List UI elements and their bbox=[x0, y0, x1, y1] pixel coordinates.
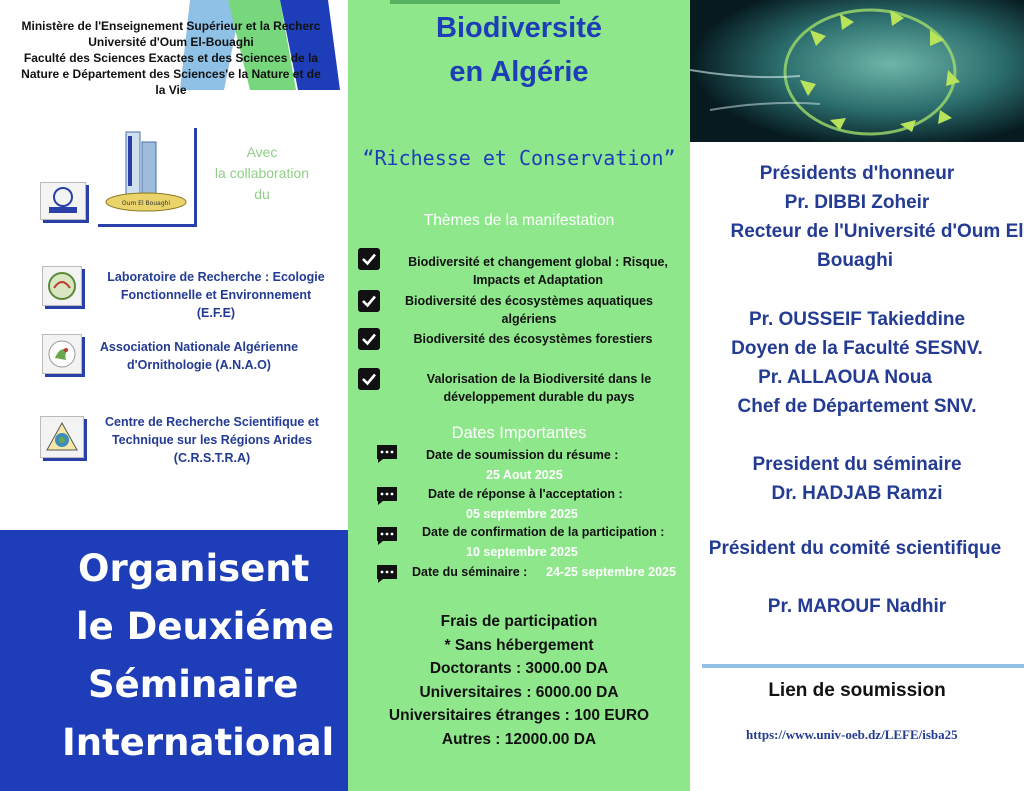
checkbox-icon bbox=[358, 328, 380, 350]
org-line: Laboratoire de Recherche : Ecologie bbox=[107, 270, 325, 284]
checkbox-icon bbox=[358, 290, 380, 312]
event-title-line: Biodiversité bbox=[436, 12, 602, 44]
fees-line: Universitaires : 6000.00 DA bbox=[419, 683, 619, 701]
university-logo-frame bbox=[98, 128, 197, 227]
honor-line: Pr. DIBBI Zoheir bbox=[784, 192, 930, 213]
seminar-president bbox=[690, 450, 1024, 508]
date-value: 05 septembre 2025 bbox=[466, 507, 578, 521]
date-label: Date de soumission du résume : bbox=[426, 448, 619, 462]
checkbox-icon bbox=[358, 368, 380, 390]
seminar-president-heading: President du séminaire bbox=[752, 454, 962, 475]
header-line: Nature e Département des Sciences'e la Nature et de bbox=[21, 67, 321, 81]
official-line: Pr. OUSSEIF Takieddine bbox=[748, 309, 966, 330]
official-line: Doyen de la Faculté SESNV. bbox=[731, 338, 983, 359]
date-value: 10 septembre 2025 bbox=[466, 545, 578, 559]
fees-line: * Sans hébergement bbox=[444, 636, 594, 654]
theme-line: Biodiversité et changement global : Risque, bbox=[408, 255, 668, 269]
header-line: Université d'Oum El-Bouaghi bbox=[88, 35, 254, 49]
left-panel bbox=[0, 0, 348, 791]
committee-president: Pr. MAROUF Nadhir bbox=[767, 596, 947, 617]
collab-line: Avec bbox=[246, 144, 278, 160]
org-line: (C.R.S.T.R.A) bbox=[173, 451, 251, 465]
header-line: Ministère de l'Enseignement Supérieur et la Recherc bbox=[21, 19, 321, 33]
date-value: 25 Aout 2025 bbox=[486, 468, 563, 482]
chat-bubble-icon bbox=[376, 486, 398, 506]
chat-bubble-icon bbox=[376, 564, 398, 584]
crstra-logo bbox=[40, 416, 84, 458]
fees-title: Frais de participation bbox=[440, 613, 598, 630]
honor-heading: Présidents d'honneur bbox=[759, 163, 955, 184]
org-line: Association Nationale Algérienne bbox=[99, 340, 299, 354]
org-line: (E.F.E) bbox=[196, 306, 236, 320]
organize-line: Organisent bbox=[78, 547, 310, 590]
checkbox-icon bbox=[358, 248, 380, 270]
collab-line: du bbox=[254, 186, 270, 202]
date-label: Date du séminaire : bbox=[412, 565, 528, 579]
date-value: 24-25 septembre 2025 bbox=[546, 565, 676, 579]
honorary-presidents bbox=[690, 159, 1024, 275]
header-line: Faculté des Sciences Exactes et des Sciences de la bbox=[23, 51, 319, 65]
org-line: Fonctionnelle et Environnement bbox=[120, 288, 312, 302]
chat-bubble-icon bbox=[376, 526, 398, 546]
dates-heading: Dates Importantes bbox=[451, 424, 587, 442]
date-label: Date de réponse à l'acceptation : bbox=[428, 487, 623, 501]
org-line: Technique sur les Régions Arides bbox=[111, 433, 313, 447]
theme-line: Valorisation de la Biodiversité dans le bbox=[426, 372, 652, 386]
header-line: la Vie bbox=[155, 83, 187, 97]
collaboration-note bbox=[200, 142, 324, 205]
date-label: Date de confirmation de la participation : bbox=[422, 525, 665, 539]
honor-line: Recteur de l'Université d'Oum El bbox=[730, 221, 1024, 242]
org-line: Centre de Recherche Scientifique et bbox=[105, 415, 319, 429]
university-building-logo bbox=[98, 128, 194, 224]
theme-text bbox=[388, 330, 678, 348]
svg-text:Oum El Bouaghi: Oum El Bouaghi bbox=[121, 200, 171, 207]
participation-fees bbox=[348, 610, 690, 751]
seminar-president-name: Dr. HADJAB Ramzi bbox=[771, 483, 943, 504]
official-line: Chef de Département SNV. bbox=[737, 396, 977, 417]
center-panel bbox=[348, 0, 690, 791]
divider bbox=[702, 664, 1024, 668]
fees-line: Universitaires étranges : 100 EURO bbox=[388, 707, 650, 724]
organize-line: Séminaire bbox=[88, 663, 299, 706]
lab-logo bbox=[42, 266, 82, 306]
fees-line: Doctorants : 3000.00 DA bbox=[429, 660, 609, 677]
official-line: Pr. ALLAOUA Noua bbox=[758, 367, 932, 388]
right-panel bbox=[690, 0, 1024, 791]
theme-line: Biodiversité des écosystèmes forestiers bbox=[413, 332, 653, 346]
submission-heading: Lien de soumission bbox=[768, 680, 946, 701]
theme-line: Biodiversité des écosystèmes aquatiques bbox=[404, 294, 654, 308]
event-title-line: en Algérie bbox=[449, 56, 589, 88]
theme-text bbox=[388, 253, 688, 289]
organize-line: le Deuxiéme bbox=[76, 605, 335, 648]
faculty-officials bbox=[690, 305, 1024, 421]
theme-text bbox=[394, 370, 684, 406]
scientific-committee bbox=[690, 534, 1024, 621]
org-ornithology-association bbox=[88, 338, 310, 374]
theme-line: Impacts et Adaptation bbox=[472, 273, 604, 287]
theme-line: algériens bbox=[501, 312, 557, 326]
top-decor bbox=[390, 0, 560, 8]
org-ecology-lab bbox=[90, 268, 342, 322]
submission-link[interactable]: https://www.univ-oeb.dz/LEFE/isba25 bbox=[746, 727, 958, 742]
honor-line: Bouaghi bbox=[817, 250, 893, 271]
theme-line: développement durable du pays bbox=[443, 390, 635, 404]
org-line: d'Ornithologie (A.N.A.O) bbox=[127, 358, 271, 372]
themes-heading: Thèmes de la manifestation bbox=[423, 212, 615, 229]
committee-heading: Président du comité scientifique bbox=[708, 538, 1002, 559]
institution-header bbox=[4, 18, 338, 98]
org-crstra bbox=[94, 413, 330, 467]
theme-text bbox=[384, 292, 674, 328]
association-bird-logo bbox=[42, 334, 82, 374]
collab-line: la collaboration bbox=[214, 165, 310, 181]
microscope-photo bbox=[690, 0, 1024, 142]
organize-banner bbox=[0, 530, 348, 791]
event-subtitle: “Richesse et Conservation” bbox=[362, 146, 676, 170]
fees-line: Autres : 12000.00 DA bbox=[441, 730, 597, 748]
organize-line: International bbox=[62, 721, 335, 764]
small-logo bbox=[40, 182, 86, 220]
chat-bubble-icon bbox=[376, 444, 398, 464]
